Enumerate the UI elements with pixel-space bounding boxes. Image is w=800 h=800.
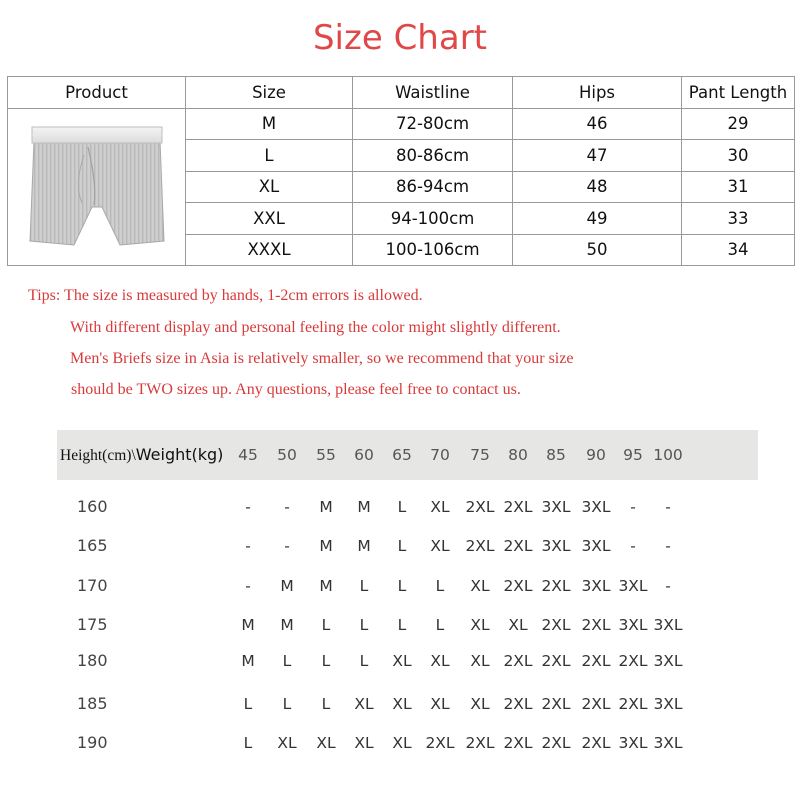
hips-cell: 46 [513, 108, 682, 140]
size-recommendation-cell: 3XL [653, 695, 683, 713]
size-recommendation-cell: XL [430, 498, 450, 516]
tip-line: Men's Briefs size in Asia is relatively smaller, so we recommend that your size [70, 350, 574, 367]
size-recommendation-cell: - [284, 498, 290, 516]
height-axis-label: Height(cm)\ [60, 447, 136, 464]
size-recommendation-cell: 2XL [581, 652, 611, 670]
waistline-cell: 100-106cm [353, 234, 513, 266]
size-recommendation-cell: - [245, 537, 251, 555]
size-recommendation-cell: L [397, 577, 407, 595]
size-recommendation-cell: M [280, 616, 294, 634]
pant-length-cell: 30 [682, 140, 795, 172]
hips-cell: 49 [513, 203, 682, 235]
header-waistline: Waistline [353, 77, 513, 109]
weight-header-cell: 70 [430, 446, 450, 464]
weight-header-cell: 80 [508, 446, 528, 464]
hips-cell: 48 [513, 171, 682, 203]
waistline-cell: 86-94cm [353, 171, 513, 203]
size-recommendation-cell: XL [354, 695, 374, 713]
size-recommendation-cell: M [357, 537, 371, 555]
weight-header-cell: 95 [623, 446, 643, 464]
hips-cell: 47 [513, 140, 682, 172]
size-recommendation-cell: 2XL [503, 577, 533, 595]
size-recommendation-cell: 2XL [541, 652, 571, 670]
size-recommendation-cell: - [630, 537, 636, 555]
size-recommendation-cell: L [282, 652, 292, 670]
size-recommendation-cell: 2XL [503, 498, 533, 516]
size-recommendation-cell: L [435, 577, 445, 595]
product-image [8, 108, 186, 266]
size-recommendation-cell: L [397, 616, 407, 634]
size-recommendation-cell: M [319, 537, 333, 555]
size-recommendation-cell: 3XL [541, 498, 571, 516]
size-recommendation-cell: XL [392, 652, 412, 670]
size-recommendation-cell: 2XL [503, 537, 533, 555]
height-row-label: 190 [77, 733, 108, 752]
tip-line: Tips: The size is measured by hands, 1-2cm errors is allowed. [28, 287, 423, 304]
size-recommendation-cell: 2XL [425, 734, 455, 752]
size-recommendation-cell: M [357, 498, 371, 516]
size-recommendation-cell: 2XL [541, 577, 571, 595]
size-recommendation-cell: L [243, 734, 253, 752]
size-recommendation-cell: - [630, 498, 636, 516]
weight-header-cell: 45 [238, 446, 258, 464]
size-recommendation-cell: 2XL [618, 652, 648, 670]
size-recommendation-cell: - [665, 537, 671, 555]
height-row-label: 160 [77, 497, 108, 516]
weight-header-cell: 65 [392, 446, 412, 464]
height-row-label: 180 [77, 651, 108, 670]
size-recommendation-cell: L [435, 616, 445, 634]
size-recommendation-cell: XL [354, 734, 374, 752]
size-recommendation-cell: L [359, 577, 369, 595]
header-size: Size [186, 77, 353, 109]
tip-line: With different display and personal feeling the color might slightly different. [70, 319, 561, 336]
size-recommendation-cell: 3XL [618, 577, 648, 595]
size-recommendation-cell: - [665, 498, 671, 516]
header-pant-length: Pant Length [682, 77, 795, 109]
size-recommendation-cell: XL [470, 652, 490, 670]
size-recommendation-cell: 3XL [653, 652, 683, 670]
waistline-cell: 72-80cm [353, 108, 513, 140]
size-table [7, 76, 795, 266]
size-recommendation-cell: XL [470, 577, 490, 595]
size-recommendation-cell: 3XL [581, 537, 611, 555]
size-recommendation-cell: L [321, 616, 331, 634]
size-cell: XXL [186, 203, 353, 235]
size-recommendation-cell: L [243, 695, 253, 713]
size-recommendation-cell: XL [508, 616, 528, 634]
size-recommendation-cell: 2XL [465, 734, 495, 752]
table-row [8, 108, 795, 140]
header-product: Product [8, 77, 186, 109]
size-recommendation-cell: 3XL [653, 734, 683, 752]
size-recommendation-cell: L [282, 695, 292, 713]
size-recommendation-cell: M [319, 577, 333, 595]
weight-header-cell: 60 [354, 446, 374, 464]
size-recommendation-cell: 2XL [581, 616, 611, 634]
size-recommendation-cell: - [245, 498, 251, 516]
size-recommendation-cell: 2XL [541, 695, 571, 713]
size-recommendation-cell: XL [470, 695, 490, 713]
size-recommendation-cell: M [241, 652, 255, 670]
size-recommendation-cell: 3XL [541, 537, 571, 555]
weight-header-cell: 100 [653, 446, 683, 464]
size-recommendation-cell: - [284, 537, 290, 555]
size-recommendation-cell: XL [277, 734, 297, 752]
size-recommendation-cell: 2XL [581, 695, 611, 713]
weight-header-cell: 90 [586, 446, 606, 464]
page-title: Size Chart [312, 18, 488, 58]
size-recommendation-cell: 3XL [653, 616, 683, 634]
waistline-cell: 94-100cm [353, 203, 513, 235]
size-recommendation-cell: XL [392, 695, 412, 713]
size-recommendation-cell: M [319, 498, 333, 516]
size-recommendation-cell: 3XL [618, 734, 648, 752]
size-recommendation-cell: 2XL [465, 498, 495, 516]
height-row-label: 170 [77, 576, 108, 595]
weight-header-cell: 55 [316, 446, 336, 464]
hips-cell: 50 [513, 234, 682, 266]
size-cell: XL [186, 171, 353, 203]
waistline-cell: 80-86cm [353, 140, 513, 172]
size-recommendation-cell: M [280, 577, 294, 595]
size-recommendation-cell: 3XL [581, 577, 611, 595]
size-recommendation-cell: L [397, 498, 407, 516]
weight-header-cell: 75 [470, 446, 490, 464]
size-recommendation-cell: 2XL [465, 537, 495, 555]
size-recommendation-cell: 2XL [541, 734, 571, 752]
size-recommendation-cell: - [665, 577, 671, 595]
pant-length-cell: 33 [682, 203, 795, 235]
size-cell: M [186, 108, 353, 140]
size-cell: XXXL [186, 234, 353, 266]
weight-header-bar [57, 430, 758, 480]
size-recommendation-cell: L [359, 652, 369, 670]
size-recommendation-cell: 2XL [503, 734, 533, 752]
pant-length-cell: 31 [682, 171, 795, 203]
size-recommendation-cell: XL [470, 616, 490, 634]
size-recommendation-cell: XL [392, 734, 412, 752]
tip-line: should be TWO sizes up. Any questions, please feel free to contact us. [71, 381, 521, 398]
size-recommendation-cell: L [321, 652, 331, 670]
height-row-label: 185 [77, 694, 108, 713]
boxer-shorts-icon [22, 115, 172, 255]
size-recommendation-cell: 2XL [581, 734, 611, 752]
size-recommendation-cell: 2XL [503, 695, 533, 713]
size-recommendation-cell: 2XL [503, 652, 533, 670]
size-recommendation-cell: M [241, 616, 255, 634]
header-hips: Hips [513, 77, 682, 109]
size-cell: L [186, 140, 353, 172]
weight-header-cell: 50 [277, 446, 297, 464]
size-recommendation-cell: L [321, 695, 331, 713]
weight-axis-label: Weight(kg) [135, 445, 224, 464]
size-recommendation-cell: - [245, 577, 251, 595]
size-recommendation-cell: XL [430, 537, 450, 555]
size-table-header-row [8, 77, 795, 109]
size-recommendation-cell: XL [430, 652, 450, 670]
size-recommendation-cell: XL [430, 695, 450, 713]
weight-header-cell: 85 [546, 446, 566, 464]
size-recommendation-cell: L [397, 537, 407, 555]
pant-length-cell: 34 [682, 234, 795, 266]
grid-corner-label [60, 445, 223, 465]
size-recommendation-cell: XL [316, 734, 336, 752]
height-row-label: 175 [77, 615, 108, 634]
size-recommendation-cell: 2XL [618, 695, 648, 713]
pant-length-cell: 29 [682, 108, 795, 140]
size-recommendation-cell: L [359, 616, 369, 634]
size-recommendation-cell: 3XL [618, 616, 648, 634]
size-recommendation-cell: 2XL [541, 616, 571, 634]
size-recommendation-cell: 3XL [581, 498, 611, 516]
height-row-label: 165 [77, 536, 108, 555]
